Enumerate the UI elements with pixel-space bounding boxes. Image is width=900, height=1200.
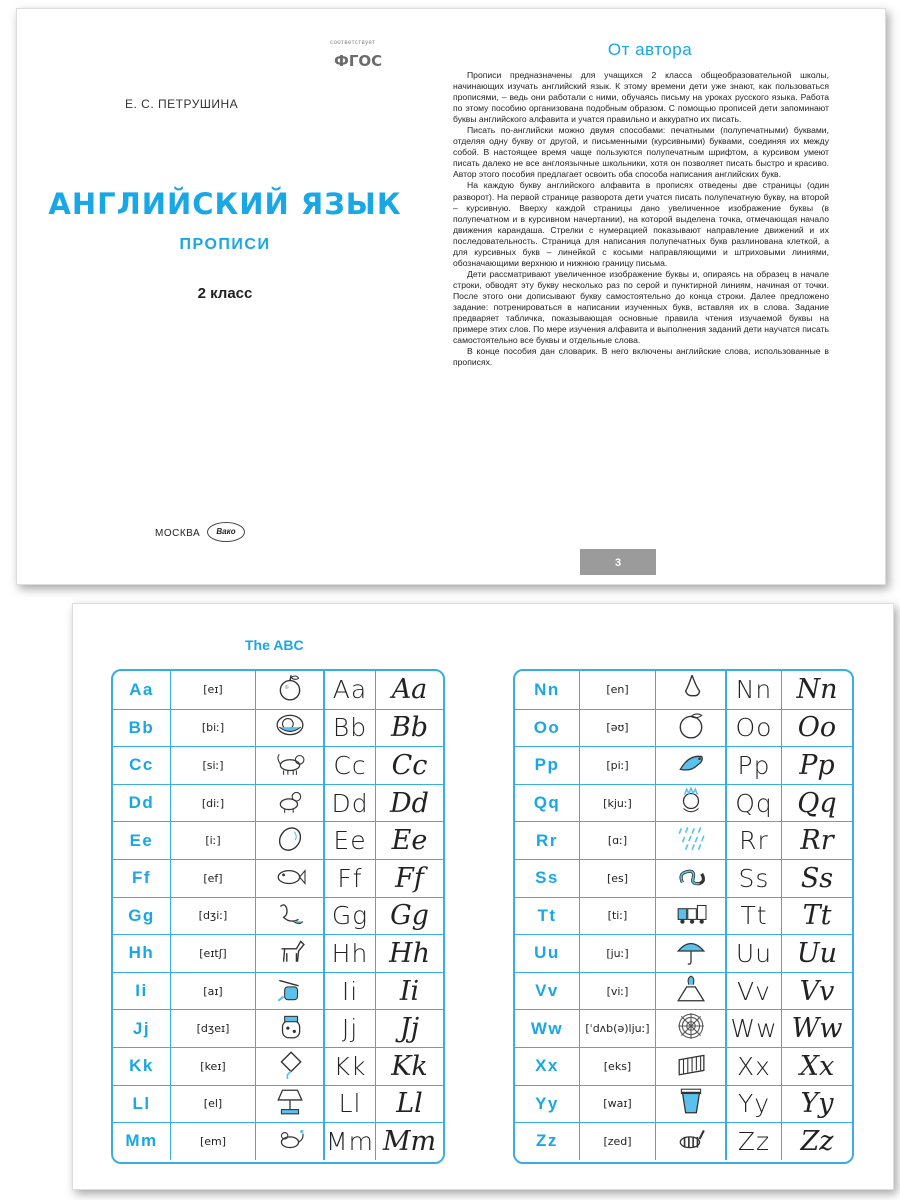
letter-cell: Jj <box>132 1018 151 1038</box>
cursive-letter-cell: Kk <box>375 1048 443 1085</box>
picture-cell <box>255 973 323 1010</box>
letter-cell: Nn <box>534 679 560 699</box>
parrot-icon <box>674 748 708 783</box>
abc-row <box>515 1085 852 1123</box>
cursive-letter-cell: Dd <box>375 785 443 822</box>
letter-cell: Oo <box>533 717 561 737</box>
zebra-icon <box>674 1124 708 1159</box>
abc-row <box>113 1122 443 1160</box>
print-letter-cell: Mm <box>323 1123 375 1160</box>
transcription-cell: [ef] <box>170 860 255 897</box>
foreword-paragraph: Прописи предназначены для учащихся 2 класса общеобразовательной школы, начинающих изучать английский язык. К этому времени дети уже знают, как пользоваться прописями, – ведь они работали с ними, обучаясь письму на уроках русского языка. Работа по этому пособию организована подобным образом. С помощью прописей дети запоминают буквы английского алфавита и учатся правильно и аккуратно их писать. <box>453 70 829 125</box>
letter-cell: Rr <box>536 830 558 850</box>
abc-row <box>113 821 443 859</box>
baby-icon <box>273 710 307 745</box>
transcription-cell: [waɪ] <box>579 1086 655 1123</box>
transcription-cell: [iː] <box>170 822 255 859</box>
print-letter-cell: Yy <box>725 1086 781 1123</box>
cursive-letter-cell: Aa <box>375 671 443 709</box>
letter-cell: Ee <box>129 830 154 850</box>
transcription-cell: [eks] <box>579 1048 655 1085</box>
abc-row <box>515 671 852 709</box>
egg-icon <box>273 823 307 858</box>
publisher-logo: Вако <box>207 522 245 542</box>
cursive-letter-cell: Tt <box>781 898 852 935</box>
picture-cell <box>255 747 323 784</box>
picture-cell <box>255 935 323 972</box>
letter-cell: Aa <box>129 679 154 699</box>
print-letter-cell: Cc <box>323 747 375 784</box>
picture-cell <box>655 860 725 897</box>
abc-row <box>515 1122 852 1160</box>
book-title: АНГЛИЙСКИЙ ЯЗЫК <box>48 187 402 221</box>
transcription-cell: [aɪ] <box>170 973 255 1010</box>
dog-icon <box>273 786 307 821</box>
print-letter-cell: Rr <box>725 822 781 859</box>
abc-row <box>113 746 443 784</box>
nose-icon <box>674 672 708 707</box>
abc-row <box>113 934 443 972</box>
cursive-letter-cell: Ee <box>375 822 443 859</box>
letter-cell: Qq <box>533 793 561 813</box>
transcription-cell: [viː] <box>579 973 655 1010</box>
print-letter-cell: Hh <box>323 935 375 972</box>
transcription-cell: [ˈdʌb(ə)ljuː] <box>579 1010 655 1047</box>
letter-cell: Xx <box>535 1056 559 1076</box>
picture-cell <box>255 860 323 897</box>
cursive-letter-cell: Yy <box>781 1086 852 1123</box>
print-letter-cell: Zz <box>725 1123 781 1160</box>
print-letter-cell: Pp <box>725 747 781 784</box>
transcription-cell: [en] <box>579 671 655 709</box>
rain-icon <box>674 823 708 858</box>
transcription-cell: [eɪtʃ] <box>170 935 255 972</box>
publisher-city: МОСКВА <box>155 528 201 539</box>
fgos-label: ФГОС <box>334 52 383 70</box>
print-letter-cell: Nn <box>725 671 781 709</box>
cursive-letter-cell: Nn <box>781 671 852 709</box>
transcription-cell: [piː] <box>579 747 655 784</box>
foreword-paragraph: Дети рассматривают увеличенное изображение буквы и, опираясь на образец в начале строки, обводят эту букву несколько раз по серой и пунктирной линиям, начиная от точки. После этого они дописывают букву самостоятельно до конца строки. Далее предложено задание: потренироваться в написании изученных букв, вставляя их в слова. Задание предваряет табличка, показывающая основные правила чтения изучаемой буквы на примере этих слов. По мере изучения алфавита и выполнения заданий дети научатся писать самостоятельно все буквы и отдельные слова. <box>453 268 829 346</box>
picture-cell <box>655 935 725 972</box>
abc-row <box>515 709 852 747</box>
abc-row <box>515 934 852 972</box>
letter-cell: Tt <box>537 905 557 925</box>
fish-icon <box>273 861 307 896</box>
print-letter-cell: Ee <box>323 822 375 859</box>
picture-cell <box>655 747 725 784</box>
letter-cell: Dd <box>128 793 155 813</box>
apple-icon <box>273 672 307 707</box>
picture-cell <box>655 822 725 859</box>
letter-cell: Kk <box>129 1056 154 1076</box>
print-letter-cell: Tt <box>725 898 781 935</box>
picture-cell <box>655 973 725 1010</box>
abc-title: The ABC <box>245 637 304 653</box>
abc-row <box>113 972 443 1010</box>
cat-icon <box>273 748 307 783</box>
abc-row <box>113 671 443 709</box>
transcription-cell: [dʒiː] <box>170 898 255 935</box>
letter-cell: Bb <box>128 717 155 737</box>
foreword-paragraph: Писать по-английски можно двумя способами: печатными (полупечатными) буквами, отделяя одну букву от другой, и письменными (курсивными) буквами, соединяя их между собой. В настоящее время чаще пользуются полупечатным шрифтом, а курсивом умеют писать далеко не все англоязычные школьники, хотя он позволяет писать быстро и красиво. Автор этого пособия предлагает освоить оба способа написания английских букв. <box>453 125 829 180</box>
cursive-letter-cell: Uu <box>781 935 852 972</box>
picture-cell <box>255 1010 323 1047</box>
abc-row <box>113 1047 443 1085</box>
letter-cell: Yy <box>535 1093 559 1113</box>
abc-row <box>515 897 852 935</box>
picture-cell <box>255 1123 323 1160</box>
letter-cell: Pp <box>534 755 560 775</box>
transcription-cell: [kjuː] <box>579 785 655 822</box>
cursive-letter-cell: Xx <box>781 1048 852 1085</box>
picture-cell <box>255 1048 323 1085</box>
picture-cell <box>655 1086 725 1123</box>
cursive-letter-cell: Gg <box>375 898 443 935</box>
print-letter-cell: Ff <box>323 860 375 897</box>
letter-cell: Hh <box>128 943 155 963</box>
cursive-letter-cell: Ss <box>781 860 852 897</box>
print-letter-cell: Ww <box>725 1010 781 1047</box>
cursive-letter-cell: Cc <box>375 747 443 784</box>
letter-cell: Ff <box>131 868 152 888</box>
web-icon <box>674 1011 708 1046</box>
print-letter-cell: Jj <box>323 1010 375 1047</box>
orange-icon <box>674 710 708 745</box>
print-letter-cell: Qq <box>725 785 781 822</box>
abc-row <box>515 746 852 784</box>
picture-cell <box>655 785 725 822</box>
letter-cell: Vv <box>535 981 559 1001</box>
transcription-cell: [ɑː] <box>579 822 655 859</box>
picture-cell <box>255 710 323 747</box>
umbrella-icon <box>674 936 708 971</box>
cursive-letter-cell: Qq <box>781 785 852 822</box>
print-letter-cell: Ss <box>725 860 781 897</box>
print-letter-cell: Uu <box>725 935 781 972</box>
cursive-letter-cell: Ll <box>375 1086 443 1123</box>
volcano-icon <box>674 974 708 1009</box>
abc-row <box>113 784 443 822</box>
grade-label: 2 класс <box>197 285 253 302</box>
picture-cell <box>255 822 323 859</box>
cursive-letter-cell: Ii <box>375 973 443 1010</box>
transcription-cell: [zed] <box>579 1123 655 1160</box>
print-letter-cell: Ll <box>323 1086 375 1123</box>
cursive-letter-cell: Ff <box>375 860 443 897</box>
goose-icon <box>273 898 307 933</box>
ink-icon <box>273 974 307 1009</box>
transcription-cell: [diː] <box>170 785 255 822</box>
abc-row <box>113 1085 443 1123</box>
abc-row <box>515 1009 852 1047</box>
snake-icon <box>674 861 708 896</box>
transcription-cell: [juː] <box>579 935 655 972</box>
xylophone-icon <box>674 1049 708 1084</box>
transcription-cell: [em] <box>170 1123 255 1160</box>
cursive-letter-cell: Bb <box>375 710 443 747</box>
picture-cell <box>655 1010 725 1047</box>
cursive-letter-cell: Vv <box>781 973 852 1010</box>
cursive-letter-cell: Hh <box>375 935 443 972</box>
fgos-logo <box>330 40 383 74</box>
cursive-letter-cell: Oo <box>781 710 852 747</box>
letter-cell: Mm <box>125 1131 158 1151</box>
foreword-paragraph: На каждую букву английского алфавита в прописях отведены две страницы (один разворот). На первой странице разворота дети учатся писать полупечатную букву, на второй – курсивную. Вверху каждой страницы дано увеличенное изображение буквы (в полупечатном и в курсивном начертании), на которой выделена точка, отмечающая начало движения карандаша. Стрелки с нумерацией показывают направление движений и их последовательность. Страница для написания полупечатных букв разлинована клеткой, а для курсивных букв – линейкой с косыми направляющими и штриховыми линиями, обозначающими верхнюю и нижнюю границу письма. <box>453 180 829 268</box>
picture-cell <box>655 1048 725 1085</box>
picture-cell <box>255 785 323 822</box>
print-letter-cell: Ii <box>323 973 375 1010</box>
transcription-cell: [siː] <box>170 747 255 784</box>
cursive-letter-cell: Rr <box>781 822 852 859</box>
abc-row <box>113 709 443 747</box>
foreword-paragraph: В конце пособия дан словарик. В него включены английские слова, использованные в прописях. <box>453 346 829 368</box>
letter-cell: Gg <box>128 905 155 925</box>
train-icon <box>674 898 708 933</box>
letter-cell: Ss <box>535 868 559 888</box>
cursive-letter-cell: Jj <box>375 1010 443 1047</box>
transcription-cell: [eɪ] <box>170 671 255 709</box>
picture-cell <box>255 898 323 935</box>
transcription-cell: [biː] <box>170 710 255 747</box>
lamp-icon <box>273 1086 307 1121</box>
picture-cell <box>655 898 725 935</box>
abc-row <box>515 1047 852 1085</box>
print-letter-cell: Bb <box>323 710 375 747</box>
letter-cell: Ww <box>530 1018 564 1038</box>
yogurt-icon <box>674 1086 708 1121</box>
transcription-cell: [es] <box>579 860 655 897</box>
abc-row <box>515 972 852 1010</box>
picture-cell <box>655 1123 725 1160</box>
letter-cell: Zz <box>536 1131 558 1151</box>
abc-row <box>113 897 443 935</box>
print-letter-cell: Xx <box>725 1048 781 1085</box>
abc-table-right <box>513 669 854 1164</box>
jam-icon <box>273 1011 307 1046</box>
abc-row <box>515 821 852 859</box>
transcription-cell: [əʊ] <box>579 710 655 747</box>
picture-cell <box>255 1086 323 1123</box>
print-letter-cell: Kk <box>323 1048 375 1085</box>
letter-cell: Cc <box>129 755 154 775</box>
print-letter-cell: Aa <box>323 671 375 709</box>
letter-cell: Ii <box>135 981 148 1001</box>
cursive-letter-cell: Ww <box>781 1010 852 1047</box>
transcription-cell: [keɪ] <box>170 1048 255 1085</box>
mouse-icon <box>273 1124 307 1159</box>
abc-table-left <box>111 669 445 1164</box>
transcription-cell: [el] <box>170 1086 255 1123</box>
cursive-letter-cell: Zz <box>781 1123 852 1160</box>
cursive-letter-cell: Pp <box>781 747 852 784</box>
picture-cell <box>255 671 323 709</box>
abc-row <box>515 859 852 897</box>
kite-icon <box>273 1049 307 1084</box>
abc-row <box>515 784 852 822</box>
horse-icon <box>273 936 307 971</box>
foreword-title: От автора <box>607 40 693 59</box>
letter-cell: Uu <box>534 943 560 963</box>
print-letter-cell: Dd <box>323 785 375 822</box>
fgos-caption: соответствует <box>330 40 376 46</box>
transcription-cell: [dʒeɪ] <box>170 1010 255 1047</box>
abc-row <box>113 859 443 897</box>
letter-cell: Ll <box>132 1093 151 1113</box>
picture-cell <box>655 671 725 709</box>
queen-icon <box>674 786 708 821</box>
author-name: Е. С. ПЕТРУШИНА <box>125 97 239 111</box>
foreword-text <box>453 70 829 368</box>
print-letter-cell: Vv <box>725 973 781 1010</box>
print-letter-cell: Gg <box>323 898 375 935</box>
cursive-letter-cell: Mm <box>375 1123 443 1160</box>
transcription-cell: [tiː] <box>579 898 655 935</box>
page-number: 3 <box>580 549 656 575</box>
abc-row <box>113 1009 443 1047</box>
print-letter-cell: Oo <box>725 710 781 747</box>
picture-cell <box>655 710 725 747</box>
book-subtitle: ПРОПИСИ <box>179 236 271 253</box>
